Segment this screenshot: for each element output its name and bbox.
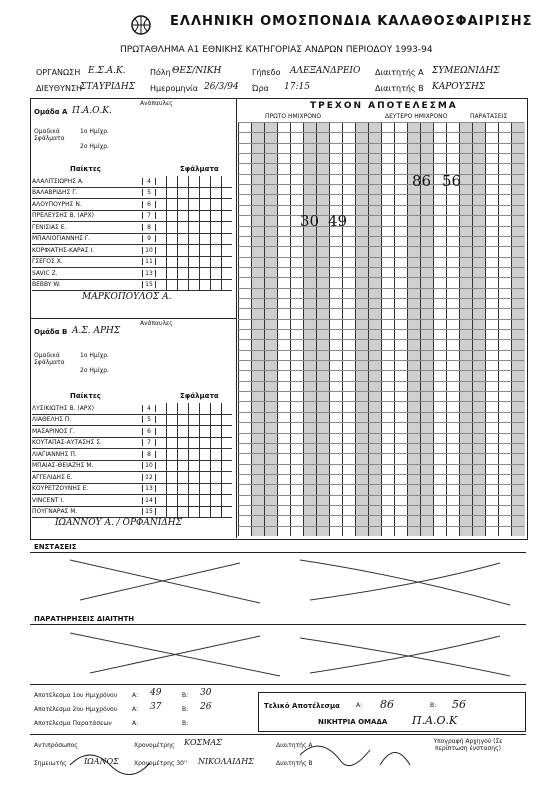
score-row-line [238, 246, 524, 247]
player-number: 8 [142, 451, 156, 458]
score-row-line [238, 381, 524, 382]
score-row-line [238, 267, 524, 268]
player-foul-boxes [156, 234, 232, 245]
player-number: 13 [142, 270, 156, 277]
scorer-value: ΙΩΑΝΟΣ [84, 757, 119, 766]
player-foul-boxes [156, 484, 232, 495]
player-number: 8 [142, 224, 156, 231]
player-number: 5 [142, 189, 156, 196]
player-number: 15 [142, 508, 156, 515]
score-row-line [238, 329, 524, 330]
score-row-line [238, 453, 524, 454]
score-row-line [238, 422, 524, 423]
player-number: 4 [142, 405, 156, 412]
team-a-half2: 2ο Ημίχρ. [80, 143, 109, 150]
team-a-timeouts-label: Ανάπαυλες [140, 100, 173, 107]
final-a: 86 [380, 698, 394, 711]
player-name: ΚΟΥΡΕΤΖΟΥΝΗΣ Ε. [32, 485, 89, 493]
player-name: ΜΠΑΙΑΣ-ΘΕΙΑΖΗΣ Μ. [32, 462, 94, 470]
player-number: 10 [142, 247, 156, 254]
result-half2-a: 37 [150, 702, 162, 712]
player-row [32, 176, 232, 188]
player-number: 15 [142, 281, 156, 288]
result-half2-b: 26 [200, 702, 212, 712]
team-b-name: Α.Σ. ΑΡΗΣ [72, 326, 121, 336]
player-name: ΑΛΟΥΠΟΥΡΗΣ Ν. [32, 200, 82, 208]
player-name: ΓΣΕΓΟΣ Χ. [32, 258, 63, 266]
player-name: ΜΑΣΑΡΙΝΟΣ Γ. [32, 427, 75, 435]
player-number: 7 [142, 212, 156, 219]
player-foul-boxes [156, 199, 232, 210]
player-foul-boxes [156, 461, 232, 472]
final-b: 56 [452, 698, 466, 711]
director-label: ΔΙΕΥΘΥΝΣΗ [36, 84, 83, 93]
player-name: ΑΛΑΛΙΤΣΙΩΡΗΣ Α. [32, 177, 84, 185]
half1-running-a: 30 [300, 212, 320, 230]
player-name: VINCENT Ι. [32, 496, 65, 504]
score-row-line [238, 298, 524, 299]
player-row [32, 211, 232, 223]
team-a-players-header: Παίκτες [70, 165, 101, 173]
running-score-grid [238, 122, 524, 536]
team-b-half2: 2ο Ημίχρ. [80, 367, 109, 374]
player-foul-boxes [156, 268, 232, 279]
federation-logo [130, 12, 152, 38]
player-number: 5 [142, 416, 156, 423]
player-row [32, 495, 232, 507]
player-name: SAVIC Z. [32, 269, 58, 277]
timekeeper30-label: Χρονομέτρης 30'' [134, 760, 188, 767]
result-ot-label: Αποτέλεσμα Παρατάσεων [34, 720, 112, 727]
player-number: 7 [142, 439, 156, 446]
player-row [32, 222, 232, 234]
player-name: ΚΟΥΤΑΠΑΣ-ΑΥΤΑΣΗΣ Σ. [32, 439, 102, 447]
player-name: BEBBY W. [32, 281, 61, 289]
sig-ref-a-label: Διαιτητής Α [276, 742, 313, 749]
result-half1-a: 49 [150, 688, 162, 698]
player-name: ΑΓΓΕΛΙΔΗΣ Ε. [32, 473, 73, 481]
team-b-half1: 1ο Ημίχρ. [80, 352, 109, 359]
team-b-timeouts-label: Ανάπαυλες [140, 320, 173, 327]
remarks-crossed-out [60, 628, 520, 683]
player-foul-boxes [156, 257, 232, 268]
rep-label: Αντιπρόσωπος [34, 742, 78, 749]
scorer-label: Σημειωτής [34, 760, 67, 767]
timekeeper30-value: ΝΙΚΟΛΑΙΔΗΣ [198, 757, 254, 766]
player-row [32, 472, 232, 484]
score-row-line [238, 288, 524, 289]
score-row-line [238, 391, 524, 392]
player-row [32, 484, 232, 496]
player-foul-boxes [156, 415, 232, 426]
score-row-line [238, 350, 524, 351]
score-row-line [238, 153, 524, 154]
team-b-players-header: Παίκτες [70, 392, 101, 400]
player-number: 4 [142, 178, 156, 185]
player-row [32, 257, 232, 269]
date-value: 26/3/94 [204, 82, 239, 92]
winner-value: Π.Α.Ο.Κ [412, 714, 458, 727]
player-name: ΒΑΛΑΒΡΙΔΗΣ Γ. [32, 189, 78, 197]
player-foul-boxes [156, 176, 232, 187]
team-a-fouls-label: Ομαδικά Σφάλματα [34, 128, 65, 142]
timekeeper-value: ΚΟΣΜΑΣ [184, 738, 222, 747]
player-name: ΛΙΑΘΕΛΗΣ Π. [32, 416, 72, 424]
player-row [32, 234, 232, 246]
player-foul-boxes [156, 495, 232, 506]
player-foul-boxes [156, 438, 232, 449]
player-row [32, 268, 232, 280]
org-label: ΟΡΓΑΝΩΣΗ [36, 68, 81, 77]
player-number: 6 [142, 201, 156, 208]
ref-remarks-label: ΠΑΡΑΤΗΡΗΣΕΙΣ ΔΙΑΙΤΗΤΗ [34, 615, 135, 623]
score-row-line [238, 339, 524, 340]
player-foul-boxes [156, 507, 232, 518]
team-divider [30, 318, 236, 319]
score-row-line [238, 319, 524, 320]
score-row-line [238, 226, 524, 227]
score-row-line [238, 515, 524, 516]
player-row [32, 461, 232, 473]
protests-crossed-out [60, 555, 520, 610]
player-name: ΚΟΡΦΙΑΤΗΣ-ΚΑΡΑΣ Ι. [32, 246, 95, 254]
score-row-line [238, 308, 524, 309]
team-b-coach: ΙΩΑΝΝΟΥ Α. / ΟΡΦΑΝΙΔΗΣ [55, 518, 183, 528]
org-value: Ε.Σ.Α.Κ. [88, 66, 126, 76]
center-divider [236, 98, 237, 538]
player-row [32, 245, 232, 257]
score-row-line [238, 205, 524, 206]
player-name: ΛΙΑΓΙΑΝΝΗΣ Π. [32, 450, 77, 458]
team-a-half1: 1ο Ημίχρ. [80, 128, 109, 135]
half1-running-b: 49 [328, 212, 348, 230]
city-value: ΘΕΣ/ΝΙΚΗ [172, 66, 222, 76]
first-half-label: ΠΡΩΤΟ ΗΜΙΧΡΟΝΟ [265, 113, 322, 120]
score-row-line [238, 505, 524, 506]
player-row [32, 426, 232, 438]
ref-b-label: Διαιτητής Β [375, 84, 424, 93]
overtime-label: ΠΑΡΑΤΑΣΕΙΣ [470, 113, 508, 120]
timekeeper-label: Χρονομέτρης [134, 742, 175, 749]
player-foul-boxes [156, 403, 232, 414]
score-row-line [238, 163, 524, 164]
score-row-line [238, 370, 524, 371]
player-name: ΓΕΝΙΣΙΑΣ Ε. [32, 223, 67, 231]
score-row-line [238, 412, 524, 413]
score-row-line [238, 433, 524, 434]
team-b-fouls-header: Σφάλματα [180, 392, 219, 400]
player-name: ΛΥΣΙΚΙΩΤΗΣ Β. (ΑΡΧ) [32, 404, 94, 412]
page-title: ΕΛΛΗΝΙΚΗ ΟΜΟΣΠΟΝΔΙΑ ΚΑΛΑΘΟΣΦΑΙΡΙΣΗΣ [170, 14, 533, 29]
player-foul-boxes [156, 472, 232, 483]
player-foul-boxes [156, 222, 232, 233]
player-foul-boxes [156, 426, 232, 437]
city-label: Πόλη [150, 68, 171, 77]
page-subtitle: ΠΡΩΤΑΘΛΗΜΑ Α1 ΕΘΝΙΚΗΣ ΚΑΤΗΓΟΡΙΑΣ ΑΝΔΡΩΝ ΠΕΡΙΟΔΟΥ 1993-94 [120, 45, 433, 55]
captain-label: Υπογραφή Αρχηγού (Σε περίπτωση ένστασης) [433, 738, 503, 752]
team-a-fouls-header: Σφάλματα [180, 165, 219, 173]
score-row-line [238, 122, 524, 123]
handwritten-signatures [50, 735, 430, 780]
player-name: ΠΡΕΛΕΥΣΗΣ Β. (ΑΡΧ) [32, 212, 94, 220]
score-row-line [238, 464, 524, 465]
score-row-line [238, 277, 524, 278]
player-row [32, 415, 232, 427]
score-row-line [238, 174, 524, 175]
score-row-line [238, 495, 524, 496]
result-half2-label: Αποτέλεσμα 2ου Ημιχρόνου [34, 706, 118, 713]
team-a-player-list [32, 176, 232, 291]
player-number: 13 [142, 485, 156, 492]
score-row-line [238, 257, 524, 258]
time-label: Ώρα [252, 84, 269, 93]
date-label: Ημερομηνία [150, 84, 199, 93]
team-a-label: Ομάδα Α [34, 108, 68, 116]
player-foul-boxes [156, 245, 232, 256]
score-row-line [238, 360, 524, 361]
director-value: ΣΤΑΥΡΙΔΗΣ [80, 82, 136, 92]
result-half1-label: Αποτέλεσμα 1ου Ημιχρόνου [34, 692, 118, 699]
time-value: 17:15 [284, 82, 310, 92]
result-half1-b: 30 [200, 688, 212, 698]
player-number: 10 [142, 462, 156, 469]
score-row-line [238, 184, 524, 185]
score-row-line [238, 484, 524, 485]
player-row [32, 188, 232, 200]
player-row [32, 403, 232, 415]
team-a-name: Π.Α.Ο.Κ. [72, 106, 112, 116]
player-foul-boxes [156, 280, 232, 291]
score-row-line [238, 236, 524, 237]
final-label: Τελικό Αποτέλεσμα [264, 702, 340, 710]
team-a-coach: ΜΑΡΚΟΠΟΥΛΟΣ Α. [82, 292, 172, 302]
sig-ref-b-label: Διαιτητής Β [276, 760, 313, 767]
score-row-line [238, 526, 524, 527]
player-row [32, 199, 232, 211]
team-b-label: Ομάδα Β [34, 328, 68, 336]
protests-label: ΕΝΣΤΑΣΕΙΣ [34, 543, 77, 551]
score-row-line [238, 474, 524, 475]
player-number: 9 [142, 235, 156, 242]
running-score-title: ΤΡΕΧΟΝ ΑΠΟΤΕΛΕΣΜΑ [310, 101, 458, 111]
player-number: 12 [142, 474, 156, 481]
half2-running-b: 56 [442, 172, 462, 190]
player-name: ΜΠΑΛΙΟΓΙΑΝΝΗΣ Γ. [32, 235, 91, 243]
player-number: 11 [142, 258, 156, 265]
player-name: ΠΟΥΓΝΑΡΑΣ Μ. [32, 508, 78, 516]
score-row-line [238, 443, 524, 444]
score-row-line [238, 215, 524, 216]
player-foul-boxes [156, 449, 232, 460]
score-row-line [238, 132, 524, 133]
team-b-player-list [32, 403, 232, 518]
player-row [32, 449, 232, 461]
player-row [32, 507, 232, 519]
team-b-fouls-label: Ομαδικά Σφάλματα [34, 352, 65, 366]
ref-a-value: ΣΥΜΕΩΝΙΔΗΣ [432, 66, 500, 76]
player-foul-boxes [156, 211, 232, 222]
player-number: 14 [142, 497, 156, 504]
score-row-line [238, 194, 524, 195]
ref-a-label: Διαιτητής Α [375, 68, 424, 77]
score-row-line [238, 401, 524, 402]
player-row [32, 438, 232, 450]
venue-value: ΑΛΕΞΑΝΔΡΕΙΟ [290, 66, 361, 76]
score-row-line [238, 143, 524, 144]
second-half-label: ΔΕΥΤΕΡΟ ΗΜΙΧΡΟΝΟ [385, 113, 448, 120]
half2-running-a: 86 [412, 172, 432, 190]
player-foul-boxes [156, 188, 232, 199]
ref-b-value: ΚΑΡΟΥΣΗΣ [432, 82, 486, 92]
venue-label: Γήπεδο [252, 68, 281, 77]
player-number: 6 [142, 428, 156, 435]
player-row [32, 280, 232, 292]
winner-label: ΝΙΚΗΤΡΙΑ ΟΜΑΔΑ [318, 718, 388, 726]
